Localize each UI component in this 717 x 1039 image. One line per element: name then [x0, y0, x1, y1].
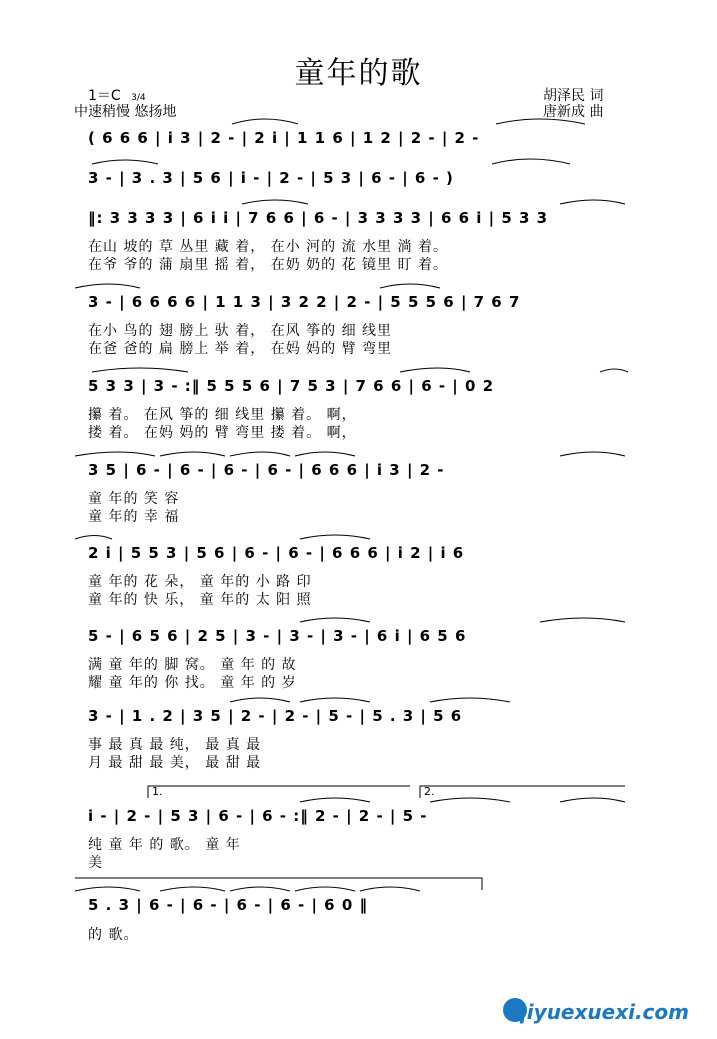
tie-mark [360, 887, 420, 891]
tie-mark [92, 368, 188, 372]
tie-mark [496, 119, 585, 124]
notation-row-11: 5 . 3 | 6 - | 6 - | 6 - | 6 - | 6 0 ‖ [88, 896, 368, 914]
notation-row-6: 3 5 | 6 - | 6 - | 6 - | 6 - | 6 6 6 | i 3 | 2 - [88, 461, 445, 479]
tie-mark [560, 452, 625, 456]
song-title: 童年的歌 [294, 56, 423, 91]
watermark-text: qiyuexuexi.com [512, 1000, 689, 1024]
lyric-row-7-verse-2: 童 年的 快 乐， 童 年的 太 阳 照 [88, 592, 312, 608]
lyric-row-10-verse-1: 纯 童 年 的 歌。 童 年 [88, 837, 241, 853]
tempo-marking: 中速稍慢 悠扬地 [74, 104, 177, 120]
lyric-row-9-verse-1: 事 最 真 最 纯， 最 真 最 [88, 737, 262, 753]
tie-mark [232, 119, 298, 124]
tie-mark [295, 887, 355, 891]
tie-mark [540, 618, 625, 622]
tie-mark [600, 369, 628, 372]
tie-mark [300, 535, 370, 539]
lyric-row-5-verse-1: 攥 着。 在风 筝的 细 线里 攥 着。 啊， [88, 407, 357, 423]
lyric-row-11-verse-1: 的 歌。 [88, 927, 139, 943]
lyric-row-10-verse-2: 美 [88, 855, 103, 871]
tie-mark [380, 284, 440, 288]
tie-mark [300, 798, 370, 802]
lyric-row-3-verse-2: 在爷 爷的 蒲 扇里 摇 着， 在奶 奶的 花 镜里 盯 着。 [88, 257, 448, 273]
notation-row-3: ‖: 3 3 3 3 | 6 i i | 7 6 6 | 6 - | 3 3 3 3 | 6 6 i | 5 3 3 [88, 209, 549, 227]
lyricist-credit: 胡泽民 词 [543, 88, 604, 104]
lyric-row-4-verse-2: 在爸 爸的 扁 膀上 举 着， 在妈 妈的 臂 弯里 [88, 341, 393, 357]
notation-row-5: 5 3 3 | 3 - :‖ 5 5 5 6 | 7 5 3 | 7 6 6 | 6 - | 0 2 [88, 377, 495, 395]
notation-row-2: 3 - | 3 . 3 | 5 6 | i - | 2 - | 5 3 | 6 - | 6 - ) [88, 169, 454, 187]
tie-mark [160, 887, 225, 891]
notation-row-1: ( 6 6 6 | i 3 | 2 - | 2 i | 1 1 6 | 1 2 | 2 - | 2 - [88, 129, 480, 147]
tie-mark [242, 200, 308, 204]
tie-mark [430, 698, 510, 702]
tie-mark [230, 452, 290, 456]
lyric-row-8-verse-2: 耀 童 年的 你 找。 童 年 的 岁 [88, 675, 297, 691]
lyric-row-8-verse-1: 满 童 年的 脚 窝。 童 年 的 故 [88, 657, 297, 673]
tie-mark [492, 159, 570, 164]
tie-mark [230, 887, 290, 891]
tie-mark [160, 452, 225, 456]
notation-row-9: 3 - | 1 . 2 | 3 5 | 2 - | 2 - | 5 - | 5 . 3 | 5 6 [88, 707, 463, 725]
composer-credit: 唐新成 曲 [543, 104, 604, 120]
tie-mark [75, 284, 140, 288]
volta-1-label: 1. [152, 785, 163, 798]
tie-mark [400, 368, 470, 372]
lyric-row-4-verse-1: 在小 鸟的 翅 膀上 驮 着， 在风 筝的 细 线里 [88, 323, 393, 339]
tie-mark [560, 798, 625, 802]
lyric-row-5-verse-2: 搂 着。 在妈 妈的 臂 弯里 搂 着。 啊， [88, 425, 357, 441]
tie-mark [92, 160, 158, 164]
tie-mark [230, 698, 290, 702]
lyric-row-9-verse-2: 月 最 甜 最 美， 最 甜 最 [88, 755, 262, 771]
volta-2-bracket [420, 786, 625, 798]
tie-mark [75, 536, 112, 540]
tie-mark [430, 798, 510, 802]
tie-mark [300, 618, 370, 622]
key-label: 1＝C [88, 88, 121, 104]
tie-mark [300, 698, 370, 702]
notation-row-4: 3 - | 6 6 6 6 | 1 1 3 | 3 2 2 | 2 - | 5 5 5 6 | 7 6 7 [88, 293, 521, 311]
lyric-row-3-verse-1: 在山 坡的 草 丛里 藏 着， 在小 河的 流 水里 淌 着。 [88, 239, 448, 255]
volta-2-label: 2. [424, 785, 435, 798]
notation-row-8: 5 - | 6 5 6 | 2 5 | 3 - | 3 - | 3 - | 6 i | 6 5 6 [88, 627, 467, 645]
notation-row-7: 2 i | 5 5 3 | 5 6 | 6 - | 6 - | 6 6 6 | i 2 | i 6 [88, 544, 465, 562]
volta-1-bracket [148, 786, 410, 798]
lyric-row-6-verse-2: 童 年的 幸 福 [88, 509, 180, 525]
lyric-row-7-verse-1: 童 年的 花 朵， 童 年的 小 路 印 [88, 574, 312, 590]
time-signature: 3/4 [131, 93, 146, 103]
tie-mark [295, 452, 355, 456]
tie-mark [75, 452, 155, 456]
tie-mark [560, 200, 625, 204]
tie-mark [75, 887, 140, 891]
lyric-row-6-verse-1: 童 年的 笑 容 [88, 491, 180, 507]
notation-row-10: i - | 2 - | 5 3 | 6 - | 6 - :‖ 2 - | 2 - | 5 - [88, 807, 428, 825]
